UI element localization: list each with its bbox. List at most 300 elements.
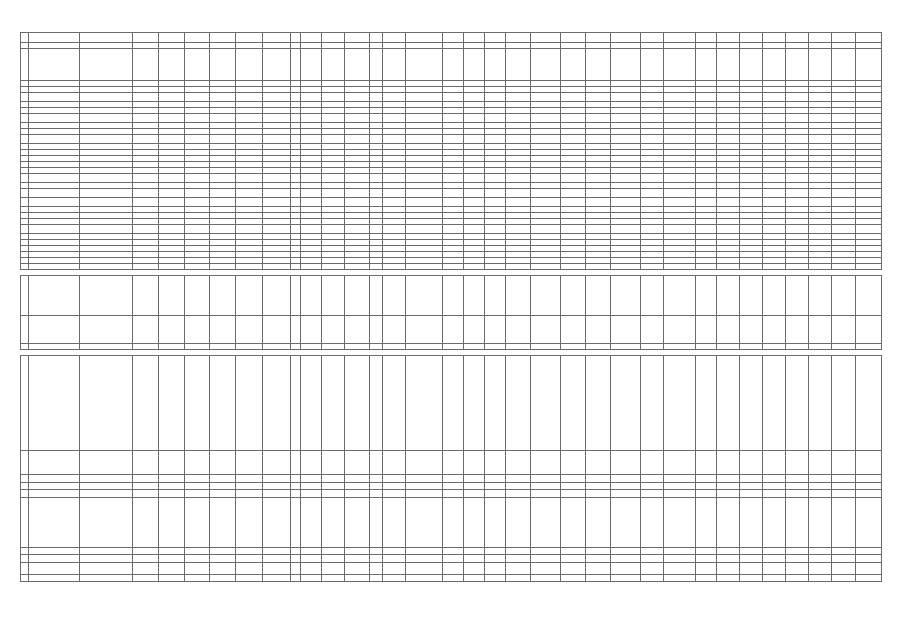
table-row — [21, 276, 882, 316]
table-cell — [263, 114, 291, 123]
table-cell — [21, 189, 29, 198]
table-cell — [640, 276, 663, 316]
table-cell — [855, 451, 882, 475]
header-cell — [300, 33, 321, 43]
table-cell — [321, 225, 344, 234]
table-cell — [132, 356, 158, 451]
table-cell — [406, 498, 443, 548]
table-cell — [158, 475, 184, 483]
table-cell — [855, 490, 882, 498]
table-cell — [158, 451, 184, 475]
table-cell — [185, 93, 210, 102]
table-cell — [263, 575, 291, 582]
table-cell — [210, 114, 235, 123]
table-cell — [132, 114, 158, 123]
table-cell — [611, 225, 640, 234]
table-cell — [300, 475, 321, 483]
table-cell — [29, 174, 80, 183]
table-cell — [21, 563, 29, 575]
table-cell — [21, 490, 29, 498]
table-cell — [300, 198, 321, 207]
table-cell — [300, 276, 321, 316]
table-cell — [560, 225, 585, 234]
table-cell — [382, 198, 405, 207]
table-cell — [185, 356, 210, 451]
header-row — [21, 33, 882, 43]
table-cell — [370, 498, 383, 548]
table-cell — [345, 498, 370, 548]
table-cell — [663, 451, 695, 475]
header-cell — [79, 49, 132, 81]
header-cell — [485, 49, 506, 81]
table-cell — [762, 356, 785, 451]
table-cell — [531, 276, 560, 316]
table-cell — [345, 475, 370, 483]
table-cell — [79, 575, 132, 582]
table-cell — [382, 93, 405, 102]
table-cell — [464, 356, 485, 451]
table-cell — [832, 451, 855, 475]
table-cell — [832, 276, 855, 316]
table-cell — [158, 198, 184, 207]
header-cell — [809, 33, 832, 43]
table-cell — [132, 189, 158, 198]
table-cell — [855, 498, 882, 548]
table-cell — [406, 356, 443, 451]
table-cell — [300, 174, 321, 183]
table-cell — [611, 498, 640, 548]
table-cell — [832, 483, 855, 490]
table-cell — [786, 198, 809, 207]
table-cell — [29, 135, 80, 144]
table-cell — [79, 356, 132, 451]
table-row — [21, 498, 882, 548]
table-cell — [506, 93, 531, 102]
table-cell — [345, 174, 370, 183]
table-cell — [809, 93, 832, 102]
header-cell — [185, 33, 210, 43]
table-cell — [663, 563, 695, 575]
table-cell — [663, 174, 695, 183]
table-cell — [531, 475, 560, 483]
table-cell — [442, 451, 463, 475]
table-cell — [663, 475, 695, 483]
table-cell — [663, 198, 695, 207]
table-cell — [560, 498, 585, 548]
table-cell — [464, 555, 485, 563]
table-cell — [185, 316, 210, 344]
table-cell — [485, 135, 506, 144]
table-cell — [79, 498, 132, 548]
table-cell — [786, 451, 809, 475]
table-cell — [370, 93, 383, 102]
table-cell — [762, 93, 785, 102]
table-cell — [855, 316, 882, 344]
table-cell — [560, 483, 585, 490]
table-cell — [832, 555, 855, 563]
table-cell — [321, 555, 344, 563]
table-cell — [21, 93, 29, 102]
table-cell — [406, 475, 443, 483]
table-cell — [786, 483, 809, 490]
table-cell — [263, 451, 291, 475]
table-row — [21, 114, 882, 123]
table-cell — [640, 575, 663, 582]
header-cell — [832, 49, 855, 81]
table-cell — [406, 563, 443, 575]
table-cell — [21, 575, 29, 582]
table-cell — [739, 483, 762, 490]
table-cell — [263, 475, 291, 483]
table-cell — [809, 451, 832, 475]
table-cell — [300, 490, 321, 498]
table-cell — [370, 451, 383, 475]
table-cell — [531, 555, 560, 563]
table-cell — [21, 451, 29, 475]
table-cell — [832, 490, 855, 498]
table-row — [21, 135, 882, 144]
table-cell — [586, 356, 611, 451]
table-cell — [506, 555, 531, 563]
table-cell — [406, 483, 443, 490]
table-cell — [464, 563, 485, 575]
header-cell — [132, 49, 158, 81]
table-cell — [832, 135, 855, 144]
table-row — [21, 483, 882, 490]
table-cell — [370, 198, 383, 207]
table-cell — [855, 575, 882, 582]
table-cell — [716, 93, 739, 102]
table-cell — [321, 174, 344, 183]
table-cell — [210, 135, 235, 144]
table-cell — [464, 490, 485, 498]
table-cell — [586, 174, 611, 183]
table-cell — [185, 498, 210, 548]
table-cell — [485, 225, 506, 234]
table-cell — [506, 225, 531, 234]
table-cell — [695, 475, 716, 483]
table-cell — [442, 174, 463, 183]
header-cell — [29, 49, 80, 81]
table-cell — [185, 490, 210, 498]
table-cell — [291, 316, 300, 344]
table-cell — [560, 356, 585, 451]
table-cell — [716, 189, 739, 198]
table-cell — [79, 174, 132, 183]
table-cell — [29, 356, 80, 451]
header-cell — [464, 49, 485, 81]
table-cell — [132, 555, 158, 563]
table-cell — [235, 174, 262, 183]
table-cell — [158, 135, 184, 144]
table-cell — [663, 276, 695, 316]
header-cell — [210, 33, 235, 43]
header-cell — [132, 33, 158, 43]
table-cell — [586, 189, 611, 198]
table-cell — [291, 93, 300, 102]
table-cell — [586, 483, 611, 490]
table-cell — [158, 276, 184, 316]
table-cell — [739, 490, 762, 498]
header-cell — [464, 33, 485, 43]
header-cell — [235, 49, 262, 81]
header-cell — [263, 33, 291, 43]
table-cell — [406, 174, 443, 183]
table-cell — [560, 198, 585, 207]
table-cell — [442, 548, 463, 555]
table-cell — [370, 490, 383, 498]
table-cell — [345, 451, 370, 475]
table-cell — [210, 356, 235, 451]
table-cell — [321, 575, 344, 582]
table-cell — [855, 174, 882, 183]
table-cell — [809, 356, 832, 451]
table-cell — [158, 114, 184, 123]
table-cell — [210, 316, 235, 344]
table-cell — [663, 135, 695, 144]
table-cell — [739, 451, 762, 475]
header-cell — [158, 33, 184, 43]
table-cell — [640, 356, 663, 451]
table-cell — [739, 575, 762, 582]
table-cell — [611, 276, 640, 316]
table-cell — [663, 490, 695, 498]
table-cell — [855, 198, 882, 207]
table-cell — [235, 189, 262, 198]
table-cell — [442, 498, 463, 548]
table-cell — [300, 93, 321, 102]
table-cell — [235, 198, 262, 207]
table-cell — [832, 189, 855, 198]
table-cell — [739, 555, 762, 563]
table-cell — [406, 276, 443, 316]
table-cell — [640, 555, 663, 563]
table-cell — [29, 483, 80, 490]
table-row — [21, 575, 882, 582]
table-cell — [210, 451, 235, 475]
table-cell — [506, 135, 531, 144]
header-cell — [235, 33, 262, 43]
table-cell — [185, 174, 210, 183]
table-cell — [29, 316, 80, 344]
table-cell — [263, 135, 291, 144]
table-cell — [586, 114, 611, 123]
header-cell — [442, 33, 463, 43]
table-cell — [640, 483, 663, 490]
table-cell — [464, 276, 485, 316]
table-cell — [370, 575, 383, 582]
table-cell — [464, 189, 485, 198]
table-cell — [560, 189, 585, 198]
table-cell — [786, 498, 809, 548]
table-cell — [716, 356, 739, 451]
table-cell — [382, 575, 405, 582]
table-cell — [586, 198, 611, 207]
table-cell — [695, 174, 716, 183]
table-cell — [485, 475, 506, 483]
table-cell — [611, 490, 640, 498]
table-cell — [464, 114, 485, 123]
table-cell — [786, 490, 809, 498]
table-cell — [382, 451, 405, 475]
header-cell — [762, 49, 785, 81]
header-cell — [739, 49, 762, 81]
table-cell — [809, 548, 832, 555]
table-cell — [235, 135, 262, 144]
table-cell — [291, 555, 300, 563]
table-cell — [485, 575, 506, 582]
table-cell — [762, 174, 785, 183]
table-cell — [695, 575, 716, 582]
table-cell — [235, 114, 262, 123]
table-cell — [291, 225, 300, 234]
table-cell — [485, 451, 506, 475]
table-cell — [21, 548, 29, 555]
table-cell — [485, 356, 506, 451]
table-cell — [158, 483, 184, 490]
table-cell — [300, 189, 321, 198]
table-cell — [716, 475, 739, 483]
table-cell — [345, 276, 370, 316]
table-cell — [611, 475, 640, 483]
table-cell — [21, 356, 29, 451]
table-cell — [786, 135, 809, 144]
table-cell — [464, 451, 485, 475]
table-cell — [832, 575, 855, 582]
table-cell — [345, 356, 370, 451]
table-cell — [762, 276, 785, 316]
table-cell — [464, 475, 485, 483]
table-cell — [855, 189, 882, 198]
table-cell — [663, 483, 695, 490]
table-cell — [158, 174, 184, 183]
table-cell — [855, 563, 882, 575]
table-cell — [382, 189, 405, 198]
table-cell — [716, 114, 739, 123]
table-row — [21, 93, 882, 102]
header-cell — [345, 49, 370, 81]
table-cell — [263, 498, 291, 548]
table-cell — [291, 356, 300, 451]
header-cell — [611, 33, 640, 43]
header-cell — [300, 49, 321, 81]
table-cell — [263, 563, 291, 575]
table-cell — [762, 548, 785, 555]
table-cell — [291, 498, 300, 548]
table-cell — [832, 225, 855, 234]
table-cell — [300, 498, 321, 548]
table-cell — [442, 356, 463, 451]
table-cell — [485, 276, 506, 316]
table-cell — [132, 316, 158, 344]
table-cell — [560, 475, 585, 483]
table-cell — [786, 276, 809, 316]
header-cell — [506, 49, 531, 81]
table-cell — [300, 483, 321, 490]
table-cell — [132, 225, 158, 234]
table-cell — [263, 548, 291, 555]
table-cell — [210, 548, 235, 555]
table-cell — [786, 114, 809, 123]
table-cell — [300, 135, 321, 144]
header-cell — [210, 49, 235, 81]
table-cell — [485, 198, 506, 207]
table-cell — [21, 174, 29, 183]
table-cell — [79, 475, 132, 483]
table-cell — [370, 114, 383, 123]
table-cell — [560, 548, 585, 555]
table-cell — [185, 548, 210, 555]
table-cell — [786, 548, 809, 555]
table-cell — [786, 174, 809, 183]
header-cell — [640, 49, 663, 81]
table-cell — [739, 135, 762, 144]
table-cell — [560, 276, 585, 316]
table-cell — [300, 225, 321, 234]
table-cell — [716, 555, 739, 563]
table-cell — [809, 174, 832, 183]
header-cell — [663, 33, 695, 43]
table-cell — [29, 498, 80, 548]
table-cell — [263, 174, 291, 183]
header-cell — [640, 33, 663, 43]
table-cell — [786, 575, 809, 582]
table-cell — [855, 475, 882, 483]
table-cell — [640, 498, 663, 548]
table-cell — [210, 93, 235, 102]
table-cell — [586, 555, 611, 563]
table-cell — [345, 225, 370, 234]
table-cell — [739, 198, 762, 207]
table-cell — [382, 135, 405, 144]
table-cell — [29, 548, 80, 555]
table-cell — [663, 93, 695, 102]
table-cell — [442, 483, 463, 490]
table-cell — [809, 316, 832, 344]
table-cell — [586, 548, 611, 555]
table-cell — [739, 498, 762, 548]
table-cell — [382, 555, 405, 563]
header-cell — [370, 49, 383, 81]
table-cell — [291, 451, 300, 475]
table-cell — [506, 548, 531, 555]
table-cell — [531, 548, 560, 555]
table-cell — [370, 548, 383, 555]
table-cell — [185, 483, 210, 490]
table-cell — [640, 451, 663, 475]
table-cell — [300, 555, 321, 563]
table-cell — [442, 575, 463, 582]
table-row — [21, 548, 882, 555]
table-cell — [291, 475, 300, 483]
table-cell — [506, 198, 531, 207]
table-cell — [506, 189, 531, 198]
table-cell — [809, 490, 832, 498]
table-cell — [560, 451, 585, 475]
table-cell — [506, 498, 531, 548]
table-cell — [21, 276, 29, 316]
table-cell — [321, 490, 344, 498]
table-cell — [321, 316, 344, 344]
table-row — [21, 225, 882, 234]
table-cell — [321, 483, 344, 490]
table-cell — [263, 276, 291, 316]
table-cell — [464, 575, 485, 582]
table-cell — [809, 225, 832, 234]
table-cell — [506, 483, 531, 490]
table-cell — [263, 356, 291, 451]
table-cell — [382, 225, 405, 234]
